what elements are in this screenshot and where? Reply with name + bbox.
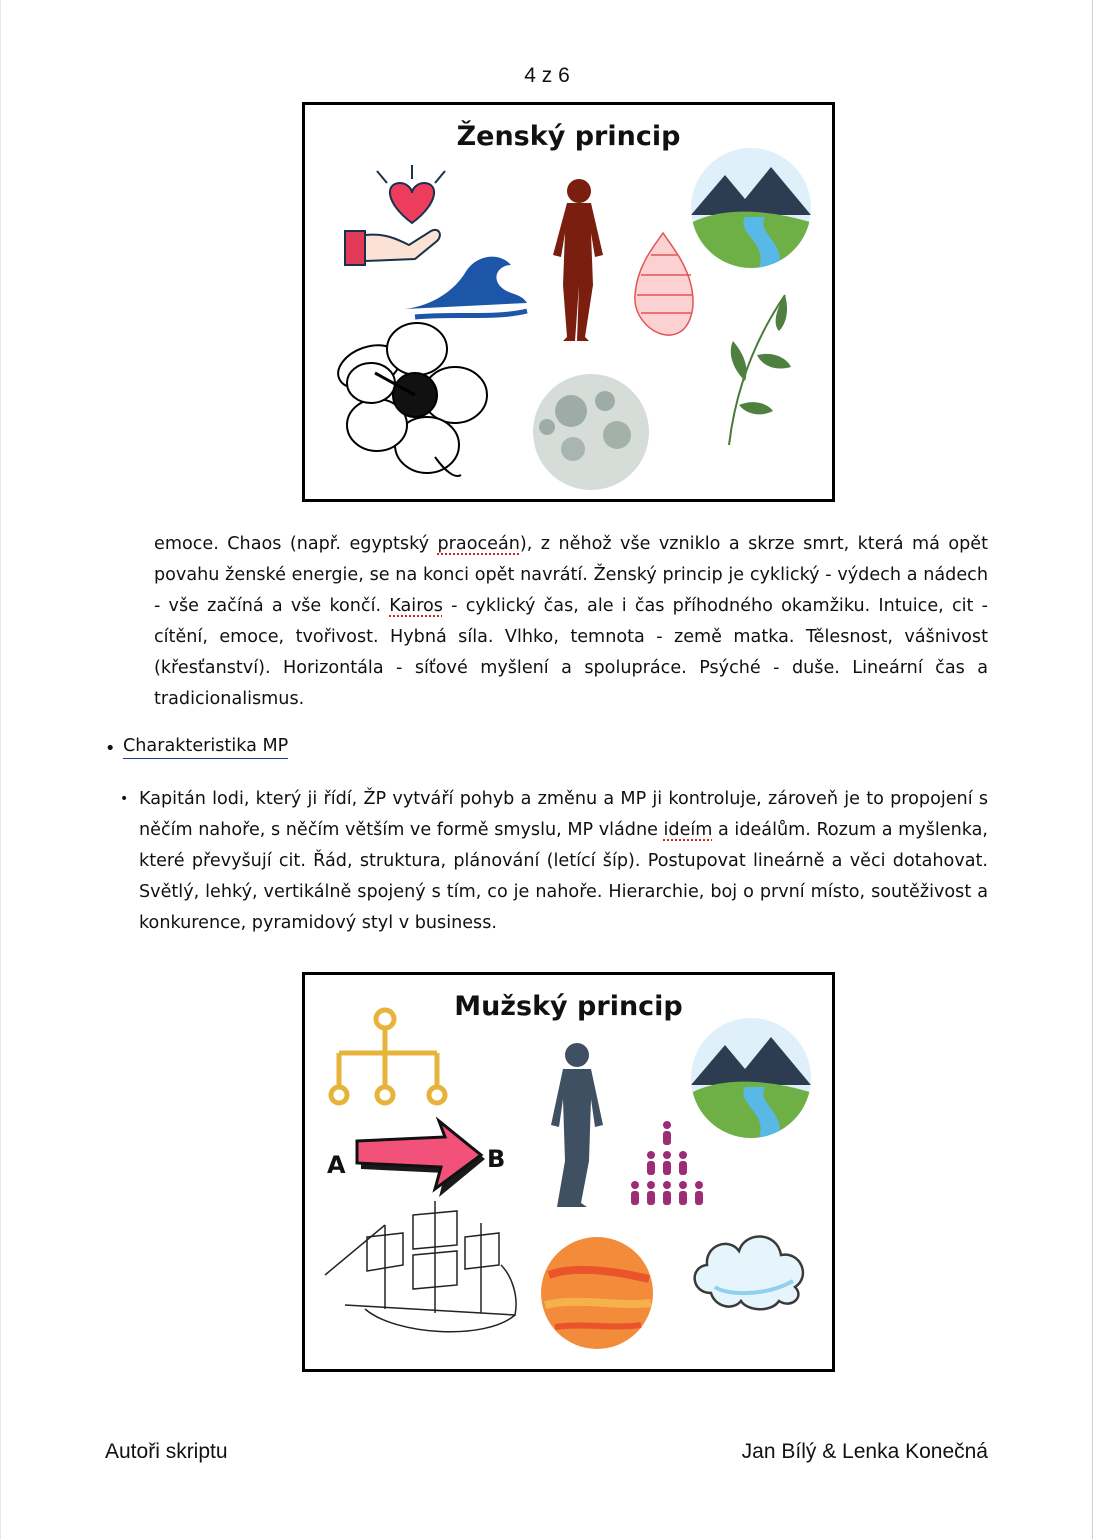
sub-bullet-marker: • bbox=[120, 791, 129, 807]
arrow-end-label: B bbox=[487, 1145, 506, 1173]
paragraph-text: a ideálům. Rozum a myšlenka, které převyšují cit. Řád, struktura, plánování (letící šíp). Postupovat lineárně a věci dotahovat. Světlý, lehký, vertikálně spojený s tím, co je nahoře. Hierarchie, boj o první místo, soutěživost a konkurence, pyramidový styl v business. bbox=[139, 820, 988, 933]
paragraph-text: Kapitán lodi, který ji řídí, ŽP vytváří pohyb a změnu a MP ji kontroluje, zároveň je to propojení s něčím nahoře, s něčím větším ve formě smyslu, MP vládne bbox=[139, 789, 988, 840]
page-number: 4 z 6 bbox=[524, 64, 570, 87]
paragraph-text: - cyklický čas, ale i čas příhodného okamžiku. Intuice, cit - cítění, emoce, tvořivost. Hybná síla. Vlhko, temnota - země matka. Tělesnost, vášnivost (křesťanství). Horizontála - síťové myšlení a spolupráce. Psýché - duše. Lineární čas a tradicionalismus. bbox=[154, 596, 988, 709]
masculine-description-paragraph bbox=[139, 784, 988, 939]
man-silhouette-icon bbox=[551, 1043, 603, 1207]
masculine-principle-figure bbox=[302, 972, 835, 1372]
spellcheck-word: praoceán bbox=[437, 534, 520, 554]
sailing-ship-icon bbox=[325, 1201, 516, 1332]
hierarchy-tree-icon bbox=[331, 1010, 445, 1103]
arrow-start-label: A bbox=[327, 1151, 346, 1179]
seashell-icon bbox=[635, 233, 693, 335]
paragraph-text: ), z něhož vše vzniklo a skrze smrt, která má opět povahu ženské energie, se na konci opět navrátí. Ženský princip je cyklický - výdech a nádech - vše začíná a vše končí. bbox=[154, 534, 988, 616]
wave-icon bbox=[405, 257, 527, 317]
landscape-icon bbox=[685, 1015, 815, 1145]
people-pyramid-icon bbox=[631, 1121, 703, 1205]
feminine-principle-illustrations bbox=[305, 105, 832, 499]
sun-planet-icon bbox=[541, 1237, 653, 1349]
woman-silhouette-icon bbox=[553, 179, 603, 341]
landscape-icon bbox=[685, 145, 815, 275]
moon-icon bbox=[533, 374, 649, 490]
masculine-principle-illustrations bbox=[305, 975, 832, 1369]
footer-author-names: Jan Bílý & Lenka Konečná bbox=[741, 1440, 988, 1463]
cloud-icon bbox=[695, 1236, 803, 1309]
feminine-principle-figure bbox=[302, 102, 835, 502]
paragraph-text: emoce. Chaos (např. egyptský bbox=[154, 534, 438, 554]
spellcheck-word: Kairos bbox=[389, 596, 443, 616]
footer-authors-label: Autoři skriptu bbox=[105, 1440, 228, 1463]
feminine-description-paragraph bbox=[154, 529, 988, 715]
arrow-a-to-b-icon bbox=[327, 1121, 505, 1197]
spellcheck-word: ideím bbox=[663, 820, 713, 840]
masculine-figure-title: Mužský princip bbox=[454, 991, 683, 1022]
leaf-branch-icon bbox=[729, 295, 791, 445]
hibiscus-flower-icon bbox=[332, 323, 487, 476]
hand-heart-icon bbox=[345, 165, 445, 265]
bullet-marker: • bbox=[105, 739, 116, 759]
feminine-figure-title: Ženský princip bbox=[456, 121, 681, 152]
charakteristika-mp-link[interactable]: Charakteristika MP bbox=[123, 734, 288, 759]
